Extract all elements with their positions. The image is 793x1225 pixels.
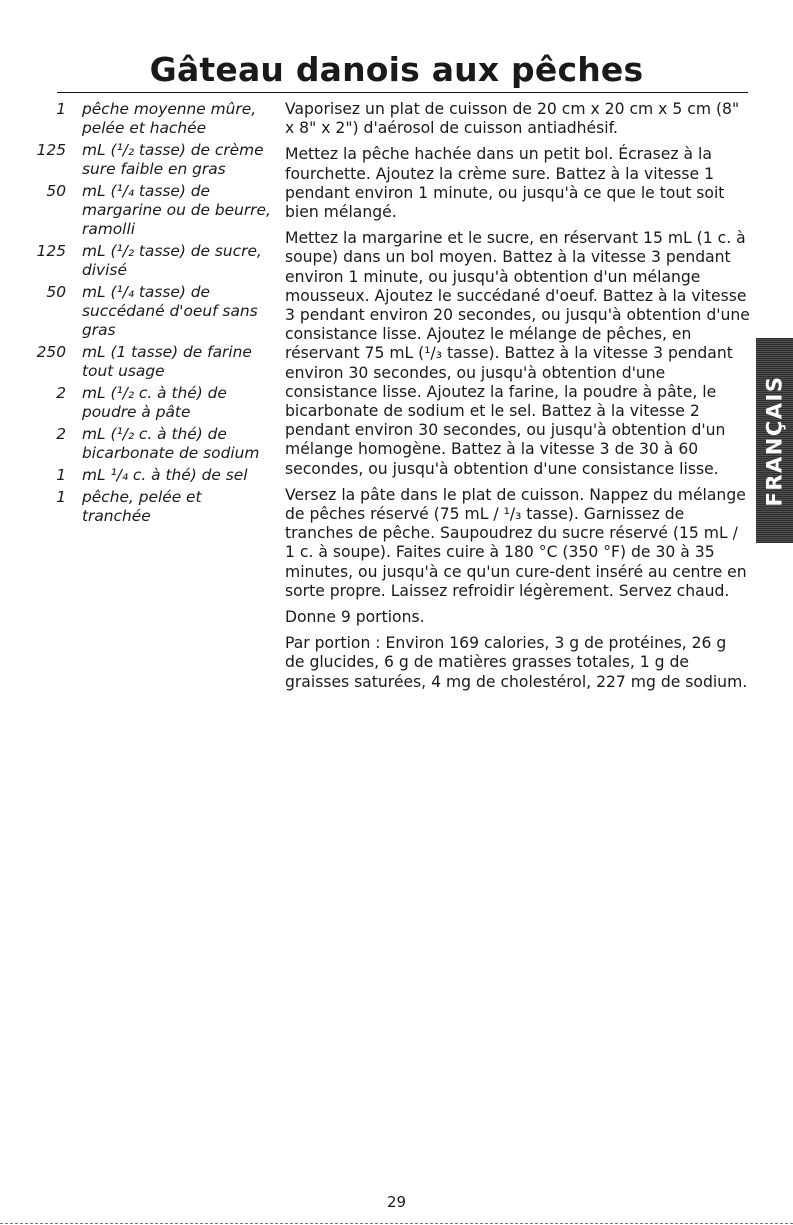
ingredient-item [22, 283, 272, 340]
ingredient-desc: mL (¹/₂ c. à thé) de poudre à pâte [82, 384, 227, 421]
ingredient-qty: 1 [56, 488, 66, 506]
yield-text: Donne 9 portions. [285, 608, 425, 627]
language-tab [756, 338, 793, 543]
method-step: Versez la pâte dans le plat de cuisson. Nappez du mélange de pêches réservé (75 mL / ¹/₃ tasse). Garnissez de tranches de pêche. Saupoudrez du sucre réservé (15 mL / 1 c. à soupe). Faites cuire à 180 °C (350 °F) de 30 à 35 minutes, ou jusqu'à ce qu'un cure-dent inséré au centre en sorte propre. Laissez refroidir légèrement. Servez chaud. [285, 485, 747, 600]
ingredient-item [22, 182, 272, 239]
ingredient-qty: 1 [56, 100, 66, 118]
ingredient-qty: 2 [56, 425, 66, 443]
ingredient-qty: 250 [36, 343, 66, 361]
bottom-rule [0, 1223, 793, 1224]
ingredient-desc: mL (¹/₄ tasse) de succédané d'oeuf sans gras [82, 283, 258, 339]
page-title: Gâteau danois aux pêches [149, 50, 644, 89]
ingredient-desc: mL (¹/₂ c. à thé) de bicarbonate de sodium [82, 425, 260, 462]
ingredient-qty: 1 [56, 466, 66, 484]
method-text [285, 100, 750, 699]
ingredient-desc: mL ¹/₄ c. à thé) de sel [82, 466, 248, 484]
ingredient-desc: mL (1 tasse) de farine tout usage [82, 343, 252, 380]
method-step: Vaporisez un plat de cuisson de 20 cm x 20 cm x 5 cm (8" x 8" x 2") d'aérosol de cuisson antiadhésif. [285, 100, 740, 138]
ingredient-qty: 125 [36, 141, 66, 159]
ingredient-desc: mL (¹/₄ tasse) de margarine ou de beurre, ramolli [82, 182, 271, 238]
ingredient-item [22, 343, 272, 381]
ingredient-item [22, 466, 272, 485]
ingredient-item [22, 141, 272, 179]
method-step: Mettez la pêche hachée dans un petit bol. Écrasez à la fourchette. Ajoutez la crème sure. Battez à la vitesse 1 pendant environ 1 minute, ou jusqu'à ce que le tout soit bien mélangé. [285, 145, 725, 222]
ingredient-item [22, 425, 272, 463]
ingredient-item [22, 384, 272, 422]
ingredient-qty: 125 [36, 242, 66, 260]
ingredients-list [22, 100, 272, 529]
ingredient-qty: 50 [46, 182, 66, 200]
nutrition-text: Par portion : Environ 169 calories, 3 g de protéines, 26 g de glucides, 6 g de matières grasses totales, 1 g de graisses saturées, 4 mg de cholestérol, 227 mg de sodium. [285, 634, 748, 691]
ingredient-desc: mL (¹/₂ tasse) de crème sure faible en gras [82, 141, 264, 178]
ingredient-qty: 2 [56, 384, 66, 402]
ingredient-desc: mL (¹/₂ tasse) de sucre, divisé [82, 242, 262, 279]
ingredient-desc: pêche moyenne mûre, pelée et hachée [82, 100, 257, 137]
ingredient-item [22, 488, 272, 526]
method-step: Mettez la margarine et le sucre, en réservant 15 mL (1 c. à soupe) dans un bol moyen. Battez à la vitesse 3 pendant environ 1 minute, ou jusqu'à obtention d'un mélange mousseux. Ajoutez le succédané d'oeuf. Battez à la vitesse 3 pendant environ 20 secondes, ou jusqu'à obtention d'une consistance lisse. Ajoutez le mélange de pêches, en réservant 75 mL (¹/₃ tasse). Battez à la vitesse 3 pendant environ 30 secondes, ou jusqu'à obtention d'une consistance lisse. Ajoutez la farine, la poudre à pâte, le bicarbonate de sodium et le sel. Battez à la vitesse 2 pendant environ 30 secondes, ou jusqu'à obtention d'un mélange homogène. Battez à la vitesse 3 de 30 à 60 secondes, ou jusqu'à obtention d'une consistance lisse. [285, 229, 750, 478]
page-number: 29 [386, 1193, 407, 1211]
ingredient-item [22, 100, 272, 138]
ingredient-qty: 50 [46, 283, 66, 301]
title-rule [57, 92, 748, 93]
ingredient-desc: pêche, pelée et tranchée [82, 488, 202, 525]
ingredient-item [22, 242, 272, 280]
language-tab-label: FRANÇAIS [762, 375, 787, 506]
